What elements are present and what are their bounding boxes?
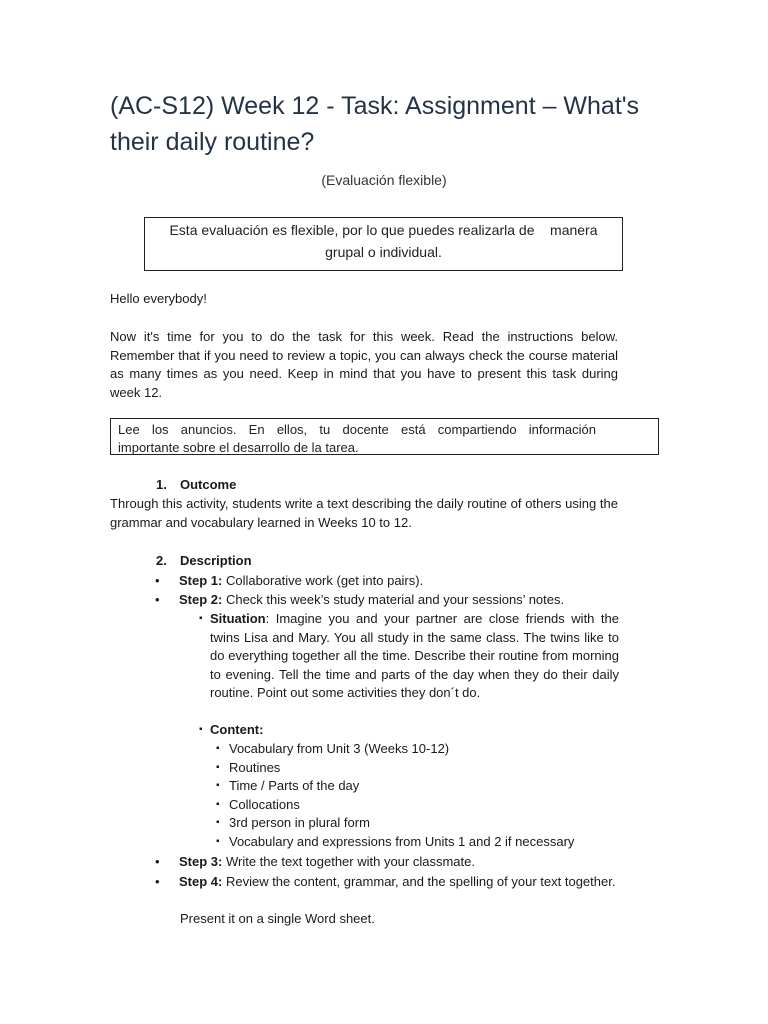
flexible-box-line-1: Esta evaluación es flexible, por lo que puedes realizarla de manera <box>169 222 598 238</box>
step-1-text: Collaborative work (get into pairs). <box>222 573 424 588</box>
page-title: (AC-S12) Week 12 - Task: Assignment – What's their daily routine? <box>110 92 640 156</box>
square-bullet-icon: ▪ <box>216 743 220 754</box>
step-3 <box>155 853 620 872</box>
outcome-number: 1. <box>156 477 167 492</box>
description-number: 2. <box>156 553 167 568</box>
step-1 <box>155 572 620 591</box>
outcome-heading-label: Outcome <box>180 477 237 492</box>
step-3-text: Write the text together with your classmate. <box>222 854 475 869</box>
list-item: ▪ Vocabulary from Unit 3 (Weeks 10-12) <box>216 740 574 759</box>
description-heading-label: Description <box>180 553 252 568</box>
intro-paragraph: Now it's time for you to do the task for this week. Read the instructions below. Remember that if you need to review a topic, you can always check the course material as many times as you need. Keep in mind that you have to present this task during week 12. <box>110 329 618 400</box>
announcement-box <box>110 418 659 455</box>
step-4-text: Review the content, grammar, and the spelling of your text together. <box>222 874 616 889</box>
bullet-icon: • <box>155 573 160 588</box>
description-heading <box>156 553 252 568</box>
announcement-line-1: Lee los anuncios. En ellos, tu docente está compartiendo información <box>118 422 596 437</box>
greeting: Hello everybody! <box>110 291 207 306</box>
step-2 <box>155 591 620 610</box>
page-subtitle: (Evaluación flexible) <box>321 172 447 188</box>
announcement-line-2: importante sobre el desarrollo de la tarea. <box>118 440 359 455</box>
step-4 <box>155 873 620 892</box>
list-item: ▪ Routines <box>216 759 574 778</box>
step-3-label: Step 3: <box>179 854 223 869</box>
content-item <box>199 721 619 740</box>
bullet-icon: • <box>155 592 160 607</box>
list-item: ▪ Time / Parts of the day <box>216 777 574 796</box>
outcome-text: Through this activity, students write a text describing the daily routine of others using the grammar and vocabulary learned in Weeks 10 to 12. <box>110 496 618 530</box>
outcome-heading <box>156 477 236 492</box>
flexible-box-line-2: grupal o individual. <box>325 244 442 260</box>
content-label: Content: <box>210 722 264 737</box>
situation-label: Situation <box>210 611 266 626</box>
square-bullet-icon: ▪ <box>216 761 220 773</box>
present-instruction: Present it on a single Word sheet. <box>180 911 375 926</box>
square-bullet-icon: ▪ <box>216 780 220 792</box>
list-item: ▪ Collocations <box>216 796 574 815</box>
step-2-text: Check this week’s study material and your sessions’ notes. <box>222 592 565 607</box>
square-bullet-icon: ▪ <box>216 835 220 847</box>
content-list <box>216 740 574 852</box>
bullet-icon: • <box>155 874 160 889</box>
square-bullet-icon: ▪ <box>199 613 203 624</box>
square-bullet-icon: ▪ <box>216 798 220 810</box>
step-2-label: Step 2: <box>179 592 223 607</box>
square-bullet-icon: ▪ <box>216 817 220 829</box>
situation-item <box>199 610 619 703</box>
bullet-icon: • <box>155 854 160 869</box>
list-item: ▪ Vocabulary and expressions from Units 1 and 2 if necessary <box>216 833 574 852</box>
situation-text: : Imagine you and your partner are close friends with the twins Lisa and Mary. You all study in the same class. The twins like to do everything together all the time. Describe their routine from morning to evening. Tell the time and parts of the day when they do their daily routine. Point out some activities they don´t do. <box>210 611 619 701</box>
flexible-evaluation-box <box>144 217 623 271</box>
square-bullet-icon: ▪ <box>199 724 203 735</box>
step-4-label: Step 4: <box>179 874 223 889</box>
step-1-label: Step 1: <box>179 573 223 588</box>
list-item: ▪ 3rd person in plural form <box>216 814 574 833</box>
